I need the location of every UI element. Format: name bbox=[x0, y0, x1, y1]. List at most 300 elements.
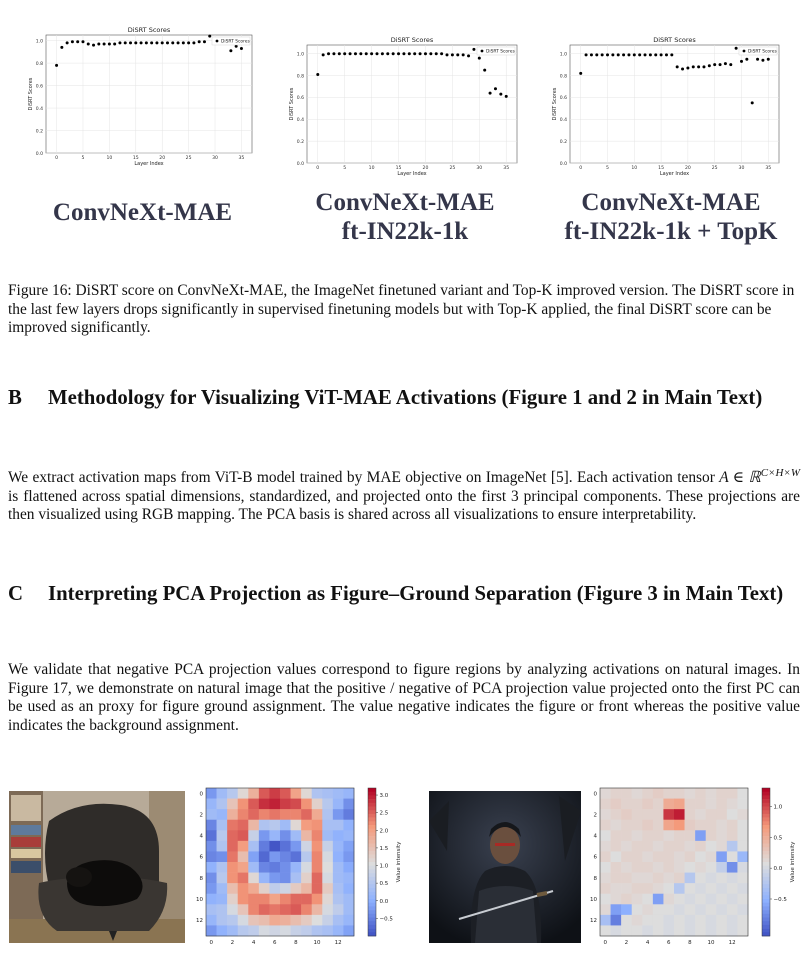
heatmap-cell bbox=[706, 809, 717, 820]
heatmap-cell bbox=[727, 925, 738, 936]
heatmap-cell bbox=[206, 851, 217, 862]
data-point bbox=[92, 44, 95, 47]
data-point bbox=[478, 57, 481, 60]
heatmap-cell bbox=[291, 873, 302, 884]
x-tick-label: 25 bbox=[185, 156, 192, 161]
heatmap-cell bbox=[653, 799, 664, 810]
data-point bbox=[192, 41, 195, 44]
heatmap-cell bbox=[716, 799, 727, 810]
heatmap-x-tick-label: 6 bbox=[666, 940, 671, 946]
heatmap-cell bbox=[301, 894, 312, 905]
heatmap-cell bbox=[217, 915, 228, 926]
model-label-3 bbox=[540, 188, 802, 246]
heatmap-x-tick-label: 2 bbox=[230, 940, 235, 946]
data-point bbox=[697, 65, 700, 68]
heatmap-cell bbox=[611, 904, 622, 915]
heatmap-cell bbox=[685, 809, 696, 820]
heatmap-cell bbox=[269, 799, 280, 810]
colorbar-segment bbox=[762, 932, 770, 936]
data-point bbox=[638, 53, 641, 56]
heatmap-cell bbox=[343, 788, 354, 799]
heatmap-cell bbox=[291, 830, 302, 841]
heatmap-cell bbox=[642, 894, 653, 905]
colorbar-segment bbox=[368, 832, 376, 836]
heatmap-y-tick-label: 10 bbox=[590, 897, 597, 903]
heatmap-cell bbox=[737, 830, 748, 841]
data-point bbox=[166, 41, 169, 44]
heatmap-cell bbox=[737, 799, 748, 810]
data-point bbox=[408, 52, 411, 55]
colorbar-segment bbox=[762, 929, 770, 933]
colorbar-segment bbox=[762, 918, 770, 922]
x-tick-label: 15 bbox=[658, 166, 665, 171]
heatmap-cell bbox=[248, 788, 259, 799]
heatmap-cell bbox=[248, 915, 259, 926]
heatmap-cell bbox=[280, 809, 291, 820]
heatmap-cell bbox=[301, 788, 312, 799]
heatmap-cell bbox=[333, 799, 344, 810]
legend-marker bbox=[743, 50, 746, 53]
heatmap-cell bbox=[642, 841, 653, 852]
heatmap-cell bbox=[611, 894, 622, 905]
heatmap-cell bbox=[642, 925, 653, 936]
heatmap-cell bbox=[322, 915, 333, 926]
heatmap-x-tick-label: 0 bbox=[209, 940, 214, 946]
heatmap-cell bbox=[632, 925, 643, 936]
heatmap-x-tick-label: 10 bbox=[707, 940, 715, 946]
heatmap-cell bbox=[600, 873, 611, 884]
colorbar-segment bbox=[762, 788, 770, 792]
heatmap-cell bbox=[248, 809, 259, 820]
heatmap-cell bbox=[727, 841, 738, 852]
heatmap-cell bbox=[322, 799, 333, 810]
x-tick-label: 25 bbox=[449, 166, 456, 171]
heatmap-cell bbox=[642, 904, 653, 915]
heatmap-x-tick-label: 4 bbox=[251, 940, 256, 946]
legend-marker bbox=[216, 40, 219, 43]
heatmap-cell bbox=[695, 862, 706, 873]
heatmap-cell bbox=[333, 830, 344, 841]
y-tick-label: 0.6 bbox=[559, 96, 567, 102]
colorbar-segment bbox=[762, 844, 770, 848]
heatmap-cell bbox=[695, 904, 706, 915]
heatmap-cell bbox=[706, 841, 717, 852]
heatmap-cell bbox=[312, 788, 323, 799]
heatmap-cell bbox=[642, 873, 653, 884]
heatmap-cell bbox=[653, 809, 664, 820]
heatmap-cell bbox=[333, 851, 344, 862]
colorbar-segment bbox=[368, 929, 376, 933]
heatmap-cell bbox=[269, 873, 280, 884]
data-point bbox=[87, 42, 90, 45]
heatmap-cell bbox=[632, 904, 643, 915]
heatmap-cell bbox=[291, 820, 302, 831]
heatmap-cell bbox=[312, 851, 323, 862]
legend-label: DiSRT Scores bbox=[486, 49, 515, 55]
colorbar-tick-label: 0.0 bbox=[379, 898, 389, 905]
y-tick-label: 0.8 bbox=[35, 61, 43, 67]
data-point bbox=[579, 72, 582, 75]
data-point bbox=[622, 53, 625, 56]
heatmap-cell bbox=[217, 809, 228, 820]
heatmap-cell bbox=[621, 820, 632, 831]
heatmap-cell bbox=[301, 904, 312, 915]
model-label-1-line-1: ConvNeXt-MAE bbox=[52, 199, 233, 226]
colorbar-segment bbox=[762, 899, 770, 903]
data-point bbox=[424, 52, 427, 55]
heatmap-cell bbox=[280, 830, 291, 841]
section-b-title: Methodology for Visualizing ViT-MAE Activations (Figure 1 and 2 in Main Text) bbox=[48, 386, 763, 409]
heatmap-cell bbox=[259, 894, 270, 905]
heatmap-cell bbox=[663, 873, 674, 884]
heatmap-y-tick-label: 6 bbox=[199, 854, 203, 861]
heatmap-cell bbox=[674, 904, 685, 915]
heatmap-cell bbox=[301, 883, 312, 894]
disrt-chart-convnext-mae-ft-topk bbox=[548, 35, 783, 185]
heatmap-cell bbox=[632, 894, 643, 905]
heatmap-cell bbox=[695, 820, 706, 831]
data-point bbox=[327, 52, 330, 55]
heatmap-cell bbox=[333, 904, 344, 915]
data-point bbox=[419, 52, 422, 55]
heatmap-cell bbox=[238, 883, 249, 894]
heatmap-cell bbox=[206, 915, 217, 926]
heatmap-cell bbox=[217, 830, 228, 841]
heatmap-cell bbox=[653, 862, 664, 873]
heatmap-cell bbox=[674, 915, 685, 926]
heatmap-cell bbox=[716, 788, 727, 799]
colorbar-segment bbox=[762, 855, 770, 859]
heatmap-cell bbox=[611, 799, 622, 810]
heatmap-cell bbox=[653, 904, 664, 915]
legend-marker bbox=[481, 50, 484, 53]
heatmap-cell bbox=[322, 820, 333, 831]
heatmap-cell bbox=[259, 873, 270, 884]
dog-on-chair-photo bbox=[9, 791, 185, 943]
colorbar-segment bbox=[762, 836, 770, 840]
colorbar-segment bbox=[368, 921, 376, 925]
colorbar-segment bbox=[368, 844, 376, 848]
colorbar-tick-label: −0.5 bbox=[379, 916, 393, 923]
data-point bbox=[467, 54, 470, 57]
section-c-number: C bbox=[8, 582, 24, 605]
heatmap-cell bbox=[653, 894, 664, 905]
data-point bbox=[724, 62, 727, 65]
heatmap-cell bbox=[737, 873, 748, 884]
heatmap-x-tick-label: 0 bbox=[603, 940, 608, 946]
heatmap-cell bbox=[600, 820, 611, 831]
colorbar-segment bbox=[368, 840, 376, 844]
heatmap-cell bbox=[322, 851, 333, 862]
y-axis-label: DiSRT Scores bbox=[28, 77, 34, 111]
x-tick-label: 5 bbox=[606, 166, 609, 171]
heatmap-cell bbox=[674, 883, 685, 894]
heatmap-cell bbox=[291, 894, 302, 905]
heatmap-cell bbox=[600, 788, 611, 799]
pca-heatmap-warrior bbox=[586, 786, 802, 960]
heatmap-cell bbox=[685, 904, 696, 915]
heatmap-cell bbox=[674, 925, 685, 936]
x-axis-label: Layer Index bbox=[397, 171, 427, 177]
colorbar-segment bbox=[762, 821, 770, 825]
heatmap-cell bbox=[227, 925, 238, 936]
x-tick-label: 35 bbox=[238, 156, 245, 161]
heatmap-cell bbox=[737, 925, 748, 936]
heatmap-cell bbox=[706, 820, 717, 831]
heatmap-cell bbox=[611, 915, 622, 926]
warrior-illustration bbox=[429, 791, 581, 943]
colorbar-segment bbox=[368, 818, 376, 822]
data-point bbox=[370, 52, 373, 55]
y-tick-label: 0.2 bbox=[296, 139, 304, 145]
heatmap-cell bbox=[343, 851, 354, 862]
heatmap-cell bbox=[269, 925, 280, 936]
heatmap-cell bbox=[259, 925, 270, 936]
heatmap-cell bbox=[621, 925, 632, 936]
model-label-3-line-1: ConvNeXt-MAE bbox=[581, 189, 761, 216]
data-point bbox=[316, 73, 319, 76]
heatmap-x-tick-label: 2 bbox=[624, 940, 629, 946]
colorbar-segment bbox=[368, 847, 376, 851]
heatmap-cell bbox=[727, 809, 738, 820]
heatmap-cell bbox=[227, 915, 238, 926]
heatmap-cell bbox=[621, 809, 632, 820]
data-point bbox=[397, 52, 400, 55]
data-point bbox=[761, 59, 764, 62]
data-point bbox=[767, 58, 770, 61]
heatmap-cell bbox=[259, 904, 270, 915]
data-point bbox=[729, 63, 732, 66]
heatmap-cell bbox=[291, 809, 302, 820]
heatmap-cell bbox=[301, 915, 312, 926]
heatmap-cell bbox=[259, 820, 270, 831]
heatmap-cell bbox=[621, 883, 632, 894]
y-tick-label: 0.6 bbox=[296, 96, 304, 102]
data-point bbox=[644, 53, 647, 56]
colorbar-segment bbox=[368, 807, 376, 811]
data-point bbox=[113, 42, 116, 45]
heatmap-cell bbox=[600, 883, 611, 894]
x-tick-label: 30 bbox=[476, 166, 483, 171]
data-point bbox=[103, 42, 106, 45]
heatmap-cell bbox=[333, 841, 344, 852]
colorbar-segment bbox=[368, 903, 376, 907]
colorbar-segment bbox=[368, 906, 376, 910]
heatmap-cell bbox=[621, 799, 632, 810]
heatmap-cell bbox=[611, 841, 622, 852]
heatmap-cell bbox=[280, 841, 291, 852]
colorbar-segment bbox=[368, 836, 376, 840]
heatmap-cell bbox=[248, 820, 259, 831]
x-tick-label: 0 bbox=[55, 156, 59, 161]
colorbar-segment bbox=[762, 892, 770, 896]
colorbar-segment bbox=[762, 869, 770, 873]
heatmap-cell bbox=[301, 799, 312, 810]
heatmap-cell bbox=[663, 809, 674, 820]
heatmap-cell bbox=[653, 820, 664, 831]
colorbar-tick-label: 0.0 bbox=[773, 866, 783, 873]
heatmap-cell bbox=[238, 862, 249, 873]
data-point bbox=[499, 93, 502, 96]
heatmap-cell bbox=[653, 873, 664, 884]
y-tick-label: 0.0 bbox=[35, 151, 43, 157]
plot-area bbox=[307, 45, 517, 163]
section-b-math: A ∈ ℝ bbox=[719, 469, 761, 487]
heatmap-cell bbox=[621, 862, 632, 873]
heatmap-cell bbox=[291, 851, 302, 862]
section-b-math-superscript: C×H×W bbox=[760, 467, 800, 479]
colorbar-segment bbox=[368, 810, 376, 814]
data-point bbox=[451, 53, 454, 56]
heatmap-cell bbox=[663, 862, 674, 873]
data-point bbox=[654, 53, 657, 56]
heatmap-cell bbox=[333, 894, 344, 905]
heatmap-cell bbox=[653, 883, 664, 894]
colorbar-segment bbox=[368, 851, 376, 855]
data-point bbox=[171, 41, 174, 44]
data-point bbox=[182, 41, 185, 44]
heatmap-cell bbox=[333, 820, 344, 831]
warrior-photo bbox=[429, 791, 581, 943]
colorbar-segment bbox=[762, 903, 770, 907]
heatmap-cell bbox=[611, 830, 622, 841]
heatmap-cell bbox=[621, 894, 632, 905]
heatmap-cell bbox=[727, 820, 738, 831]
heatmap-y-tick-label: 8 bbox=[199, 875, 203, 882]
heatmap-x-tick-label: 8 bbox=[294, 940, 298, 946]
heatmap-cell bbox=[280, 915, 291, 926]
heatmap-cell bbox=[269, 883, 280, 894]
y-tick-label: 0.6 bbox=[35, 84, 43, 90]
data-point bbox=[611, 53, 614, 56]
heatmap-cell bbox=[227, 799, 238, 810]
heatmap-cell bbox=[653, 830, 664, 841]
data-point bbox=[435, 52, 438, 55]
heatmap-cell bbox=[685, 862, 696, 873]
colorbar-segment bbox=[762, 873, 770, 877]
heatmap-cell bbox=[280, 788, 291, 799]
x-axis-label: Layer Index bbox=[134, 161, 164, 167]
heatmap-cell bbox=[269, 788, 280, 799]
heatmap-cell bbox=[695, 883, 706, 894]
y-axis-label: DiSRT Scores bbox=[289, 87, 295, 121]
heatmap-cell bbox=[343, 873, 354, 884]
data-point bbox=[681, 68, 684, 71]
colorbar-segment bbox=[762, 906, 770, 910]
colorbar-segment bbox=[762, 847, 770, 851]
heatmap-cell bbox=[301, 809, 312, 820]
heatmap-cell bbox=[663, 799, 674, 810]
heatmap-cell bbox=[737, 841, 748, 852]
dog-on-chair-illustration bbox=[9, 791, 185, 943]
heatmap-cell bbox=[217, 873, 228, 884]
heatmap-cell bbox=[716, 894, 727, 905]
data-point bbox=[590, 53, 593, 56]
heatmap-cell bbox=[611, 851, 622, 862]
colorbar-segment bbox=[762, 829, 770, 833]
heatmap-y-tick-label: 12 bbox=[196, 918, 203, 925]
heatmap-cell bbox=[737, 862, 748, 873]
data-point bbox=[670, 53, 673, 56]
heatmap-cell bbox=[695, 873, 706, 884]
heatmap-cell bbox=[312, 820, 323, 831]
section-c-title: Interpreting PCA Projection as Figure–Ground Separation (Figure 3 in Main Text) bbox=[48, 582, 784, 605]
data-point bbox=[719, 63, 722, 66]
colorbar-segment bbox=[368, 892, 376, 896]
heatmap-cell bbox=[238, 841, 249, 852]
colorbar-segment bbox=[368, 918, 376, 922]
colorbar-segment bbox=[762, 840, 770, 844]
data-point bbox=[601, 53, 604, 56]
data-point bbox=[76, 40, 79, 43]
data-point bbox=[756, 58, 759, 61]
heatmap-cell bbox=[621, 915, 632, 926]
heatmap-cell bbox=[727, 904, 738, 915]
heatmap-cell bbox=[727, 788, 738, 799]
heatmap-cell bbox=[269, 830, 280, 841]
data-point bbox=[462, 53, 465, 56]
heatmap-cell bbox=[227, 841, 238, 852]
colorbar-segment bbox=[762, 795, 770, 799]
data-point bbox=[627, 53, 630, 56]
data-point bbox=[60, 46, 63, 49]
heatmap-cell bbox=[611, 873, 622, 884]
heatmap-cell bbox=[716, 820, 727, 831]
heatmap-y-tick-label: 6 bbox=[593, 854, 597, 861]
heatmap-cell bbox=[227, 873, 238, 884]
heatmap-cell bbox=[259, 788, 270, 799]
heatmap-cell bbox=[674, 820, 685, 831]
x-tick-label: 30 bbox=[738, 166, 745, 171]
heatmap-cell bbox=[674, 862, 685, 873]
heatmap-cell bbox=[716, 851, 727, 862]
data-point bbox=[134, 41, 137, 44]
data-point bbox=[392, 52, 395, 55]
heatmap-cell bbox=[343, 883, 354, 894]
colorbar-segment bbox=[368, 792, 376, 796]
heatmap-cell bbox=[600, 925, 611, 936]
data-point bbox=[332, 52, 335, 55]
heatmap-cell bbox=[333, 862, 344, 873]
colorbar-tick-label: 2.0 bbox=[379, 828, 389, 835]
section-b-number: B bbox=[8, 386, 22, 409]
data-point bbox=[446, 53, 449, 56]
heatmap-cell bbox=[737, 904, 748, 915]
heatmap-cell bbox=[280, 862, 291, 873]
data-point bbox=[483, 69, 486, 72]
data-point bbox=[354, 52, 357, 55]
data-point bbox=[440, 52, 443, 55]
data-point bbox=[740, 60, 743, 63]
heatmap-cell bbox=[600, 851, 611, 862]
heatmap-y-tick-label: 12 bbox=[590, 918, 597, 925]
heatmap-cell bbox=[663, 915, 674, 926]
data-point bbox=[71, 40, 74, 43]
pca-heatmap-dog bbox=[192, 786, 410, 960]
heatmap-cell bbox=[737, 915, 748, 926]
heatmap-cell bbox=[312, 873, 323, 884]
heatmap-cell bbox=[259, 915, 270, 926]
colorbar-segment bbox=[762, 910, 770, 914]
heatmap-cell bbox=[238, 851, 249, 862]
x-tick-label: 5 bbox=[81, 156, 85, 161]
data-point bbox=[595, 53, 598, 56]
data-point bbox=[140, 41, 143, 44]
heatmap-cell bbox=[206, 862, 217, 873]
heatmap-cell bbox=[312, 904, 323, 915]
heatmap-cell bbox=[217, 904, 228, 915]
heatmap-cell bbox=[685, 830, 696, 841]
